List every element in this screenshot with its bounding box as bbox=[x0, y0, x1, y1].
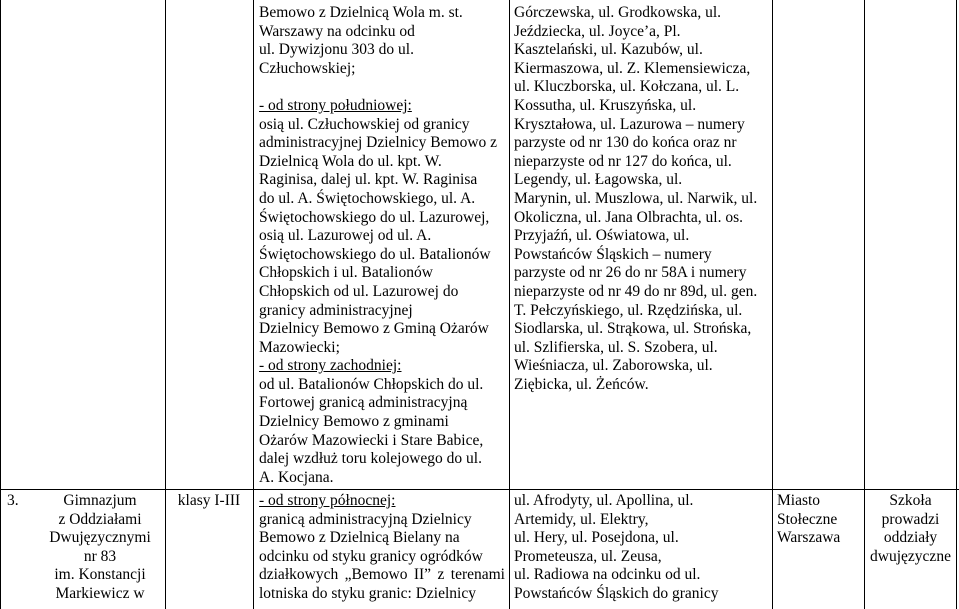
remarks-cell bbox=[865, 492, 956, 566]
text-line: Miasto bbox=[777, 492, 821, 509]
column-divider bbox=[509, 0, 510, 609]
text-line: działkowych „Bemowo II” z terenami bbox=[259, 566, 505, 584]
text-line: Świętochowskiego do ul. Batalionów bbox=[259, 245, 491, 263]
school-name-line: im. Konstancji bbox=[54, 566, 146, 584]
text-line: Siodlarska, ul. Strąkowa, ul. Strońska, bbox=[514, 320, 752, 338]
text-line: Świętochowskiego do ul. Lazurowej, bbox=[259, 208, 490, 226]
text-line: Dzielnicą Wola do ul. kpt. W. bbox=[259, 152, 442, 170]
table-border-left bbox=[0, 0, 1, 609]
text-line: Prometeusza, ul. Zeusa, bbox=[514, 547, 662, 565]
text-line: Chłopskich od ul. Lazurowej do bbox=[259, 282, 459, 300]
table-border-right bbox=[956, 0, 957, 609]
classes-text: klasy I-III bbox=[177, 492, 241, 509]
text-line: nieparzyste od nr 127 do końca, ul. bbox=[514, 152, 732, 170]
text-line: Okoliczna, ul. Jana Olbrachta, ul. os. bbox=[514, 208, 743, 226]
text-line: ul. Afrodyty, ul. Apollina, ul. bbox=[514, 492, 694, 509]
column-divider bbox=[772, 0, 773, 609]
text-line: Dzielnicy Bemowo z Gminą Ożarów bbox=[259, 320, 489, 338]
text-line: do ul. A. Świętochowskiego, ul. A. bbox=[259, 189, 476, 207]
text-line: dalej wzdłuż toru kolejowego do ul. bbox=[259, 450, 482, 468]
text-line: Powstańców Śląskich do granicy bbox=[514, 584, 719, 602]
text-line: Dzielnicy Bemowo z gminami bbox=[259, 413, 449, 431]
south-side-heading: - od strony południowej: bbox=[259, 96, 412, 114]
upper-boundary-cell bbox=[259, 4, 505, 487]
row3-street-list-cell bbox=[514, 492, 768, 604]
text-line: ul. Dywizjonu 303 do ul. bbox=[259, 41, 414, 59]
row-divider bbox=[0, 489, 959, 490]
text-line: Górczewska, ul. Grodkowska, ul. bbox=[514, 4, 722, 21]
blank-line bbox=[259, 78, 505, 97]
text-line: Mazowiecki; bbox=[259, 338, 340, 356]
text-line: A. Kocjana. bbox=[259, 468, 334, 486]
school-name-cell bbox=[38, 492, 162, 604]
governing-body-cell bbox=[777, 492, 861, 548]
upper-street-list-cell bbox=[514, 4, 768, 394]
text-line: Kiermaszowa, ul. Z. Klemensiewicza, bbox=[514, 59, 751, 77]
text-line: ul. Hery, ul. Posejdona, ul. bbox=[514, 529, 679, 547]
text-line: Bemowo z Dzielnicą Wola m. st. bbox=[259, 4, 463, 21]
text-line: Szkoła bbox=[889, 492, 932, 509]
text-line: Artemidy, ul. Elektry, bbox=[514, 510, 649, 528]
text-line: Kossutha, ul. Kruszyńska, ul. bbox=[514, 96, 697, 114]
text-line: granicą administracyjną Dzielnicy bbox=[259, 510, 472, 528]
text-line: lotniska do styku granic: Dzielnicy bbox=[259, 584, 476, 602]
text-line: Powstańców Śląskich – numery bbox=[514, 245, 712, 263]
text-line: prowadzi bbox=[881, 510, 940, 528]
text-line: granicy administracyjnej bbox=[259, 301, 413, 319]
text-line: odcinku od styku granicy ogródków bbox=[259, 547, 483, 565]
classes-cell bbox=[167, 492, 251, 511]
text-line: ul. Kluczborska, ul. Kołczana, ul. L. bbox=[514, 78, 740, 96]
school-name-line: z Oddziałami bbox=[58, 510, 142, 528]
text-line: Ożarów Mazowiecki i Stare Babice, bbox=[259, 431, 484, 449]
column-divider bbox=[165, 0, 166, 609]
text-line: oddziały bbox=[883, 529, 938, 547]
column-divider bbox=[253, 0, 254, 609]
text-line: Przyjaźń, ul. Oświatowa, ul. bbox=[514, 227, 690, 245]
text-line: od ul. Batalionów Chłopskich do ul. bbox=[259, 375, 484, 393]
text-line: Marynin, ul. Muszlowa, ul. Narwik, ul. bbox=[514, 189, 758, 207]
text-line: administracyjnej Dzielnicy Bemowo z bbox=[259, 134, 498, 152]
text-line: Bemowo z Dzielnicą Bielany na bbox=[259, 529, 460, 547]
school-name-line: Markiewicz w bbox=[55, 584, 145, 602]
text-line: Warszawy na odcinku od bbox=[259, 22, 415, 40]
text-line: T. Pełczyńskiego, ul. Rzędzińska, ul. bbox=[514, 301, 743, 319]
text-line: ul. Szlifierska, ul. S. Szobera, ul. bbox=[514, 338, 718, 356]
school-name-line: Dwujęzycznymi bbox=[49, 529, 151, 547]
text-line: Warszawa bbox=[777, 529, 841, 547]
text-line: Jeździecka, ul. Joyce’a, Pl. bbox=[514, 22, 681, 40]
text-line: parzyste od nr 130 do końca oraz nr bbox=[514, 134, 737, 152]
text-line: osią ul. Człuchowskiej od granicy bbox=[259, 115, 470, 133]
text-line: ul. Radiowa na odcinku od ul. bbox=[514, 566, 701, 584]
text-line: dwujęzyczne bbox=[870, 547, 951, 565]
north-side-heading: - od strony północnej: bbox=[259, 492, 396, 509]
school-name-line: Gimnazjum bbox=[63, 492, 137, 509]
text-line: Chłopskich i ul. Batalionów bbox=[259, 264, 433, 282]
west-side-heading: - od strony zachodniej: bbox=[259, 357, 402, 375]
school-name-line: nr 83 bbox=[83, 547, 117, 565]
text-line: parzyste od nr 26 do nr 58A i numery bbox=[514, 264, 747, 282]
text-line: Raginisa, dalej ul. kpt. W. Raginisa bbox=[259, 171, 478, 189]
text-line: Fortowej granicą administracyjną bbox=[259, 394, 468, 412]
text-line: Legendy, ul. Łagowska, ul. bbox=[514, 171, 683, 189]
row-number bbox=[7, 492, 37, 511]
row-number-text: 3. bbox=[7, 492, 19, 509]
text-line: Kryształowa, ul. Lazurowa – numery bbox=[514, 115, 745, 133]
text-line: Kasztelański, ul. Kazubów, ul. bbox=[514, 41, 703, 59]
text-line: Wieśniacza, ul. Zaborowska, ul. bbox=[514, 357, 713, 375]
text-line: osią ul. Lazurowej od ul. A. bbox=[259, 227, 432, 245]
text-line: Stołeczne bbox=[777, 510, 838, 528]
text-line: Ziębicka, ul. Żeńców. bbox=[514, 375, 649, 393]
text-line: nieparzyste od nr 49 do nr 89d, ul. gen. bbox=[514, 282, 758, 300]
row3-boundary-cell bbox=[259, 492, 505, 604]
text-line: Człuchowskiej; bbox=[259, 59, 356, 77]
